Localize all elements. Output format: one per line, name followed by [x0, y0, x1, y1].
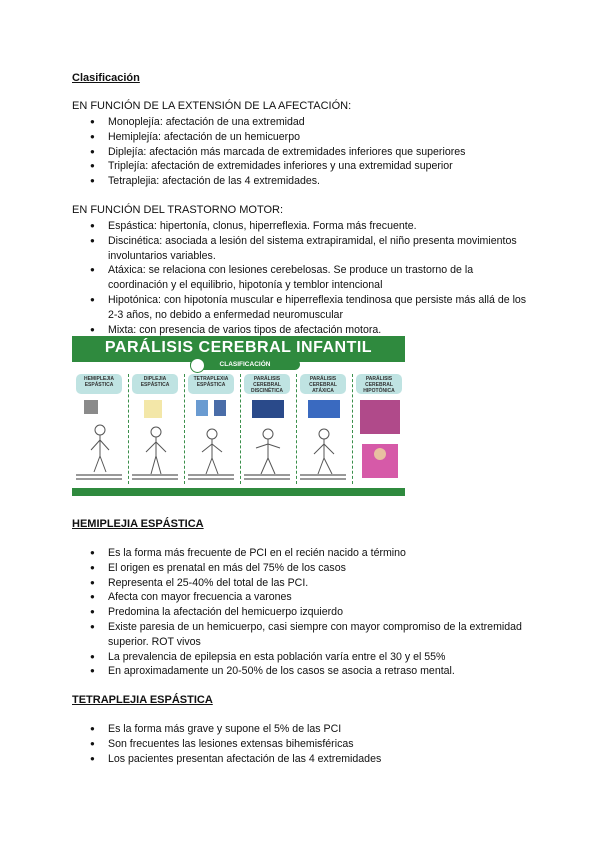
infographic-column-hipotonica — [354, 374, 405, 486]
infographic-column-tetraplejia — [186, 374, 238, 486]
child-photo-icon — [358, 398, 402, 482]
column-divider — [128, 374, 129, 484]
list-item: ● Predomina la afectación del hemicuerpo izquierdo — [72, 605, 532, 620]
column-divider — [240, 374, 241, 484]
text-placeholder — [300, 478, 346, 480]
child-figure-icon — [82, 398, 118, 482]
list-item: ● Es la forma más frecuente de PCI en el recién nacido a término — [72, 546, 532, 561]
text-placeholder — [300, 474, 346, 476]
text-placeholder — [132, 474, 178, 476]
infographic-footer-bar — [72, 488, 405, 496]
list-item: ● Triplejía: afectación de extremidades inferiores y una extremidad superior — [72, 159, 532, 174]
list-item: ● Son frecuentes las lesiones extensas bihemisféricas — [72, 737, 532, 752]
column-header: TETRAPLEXIA ESPÁSTICA — [188, 374, 234, 394]
text-placeholder — [188, 474, 234, 476]
section-heading-clasificacion: Clasificación — [72, 72, 140, 84]
list-item: ● Los pacientes presentan afectación de las 4 extremidades — [72, 752, 532, 767]
infographic-badge — [190, 358, 205, 373]
text-placeholder — [76, 474, 122, 476]
text-placeholder — [188, 478, 234, 480]
infographic-column-diplejia — [130, 374, 182, 486]
column-divider — [184, 374, 185, 484]
column-header: PARÁLISIS CEREBRAL HIPOTÓNICA — [356, 374, 402, 394]
child-figure-icon — [194, 398, 230, 482]
text-placeholder — [76, 478, 122, 480]
list-item: ● Diplejía: afectación más marcada de extremidades inferiores que superiores — [72, 145, 532, 160]
list-item: ● Representa el 25-40% del total de las PCI. — [72, 576, 532, 591]
infographic-column-ataxica — [298, 374, 350, 486]
list-item: ● Existe paresia de un hemicuerpo, casi siempre con mayor compromiso de la extremidad superior. ROT vivos — [72, 620, 532, 650]
section-heading-tetraplejia: TETRAPLEJIA ESPÁSTICA — [72, 694, 213, 706]
extension-heading: EN FUNCIÓN DE LA EXTENSIÓN DE LA AFECTACIÓN: — [72, 100, 352, 112]
infographic-image — [72, 336, 405, 496]
hemiplejia-list — [72, 546, 532, 679]
column-divider — [296, 374, 297, 484]
list-item: ● Hemiplejía: afectación de un hemicuerpo — [72, 130, 532, 145]
list-item: ● El origen es prenatal en más del 75% de los casos — [72, 561, 532, 576]
child-figure-icon — [138, 398, 174, 482]
tetraplejia-list — [72, 722, 532, 766]
list-item: ● Tetraplejia: afectación de las 4 extremidades. — [72, 174, 532, 189]
child-figure-icon — [250, 398, 286, 482]
motor-list — [72, 219, 532, 337]
list-item: ● Hipotónica: con hipotonía muscular e hiperreflexia tendinosa que persiste más allá de los 2-3 años, no debido a enfermedad neuromuscular — [72, 293, 532, 323]
motor-heading: EN FUNCIÓN DEL TRASTORNO MOTOR: — [72, 204, 284, 216]
list-item: ● En aproximadamente un 20-50% de los casos se asocia a retraso mental. — [72, 664, 532, 679]
text-placeholder — [244, 474, 290, 476]
column-header: PARÁLISIS CEREBRAL ATÁXICA — [300, 374, 346, 394]
list-item: ● Discinética: asociada a lesión del sistema extrapiramidal, el niño presenta movimientos involuntarios variables. — [72, 234, 532, 264]
infographic-column-hemiplejia — [74, 374, 126, 486]
list-item: ● Atáxica: se relaciona con lesiones cerebelosas. Se produce un trastorno de la coordinación y el equilibrio, hipotonía y temblor intencional — [72, 263, 532, 293]
list-item: ● Es la forma más grave y supone el 5% de las PCI — [72, 722, 532, 737]
text-placeholder — [132, 478, 178, 480]
column-header: HEMIPLEJIA ESPÁSTICA — [76, 374, 122, 394]
column-divider — [352, 374, 353, 484]
list-item: ● Espástica: hipertonía, clonus, hiperreflexia. Forma más frecuente. — [72, 219, 532, 234]
list-item: ● Monoplejía: afectación de una extremidad — [72, 115, 532, 130]
text-placeholder — [244, 478, 290, 480]
list-item: ● Afecta con mayor frecuencia a varones — [72, 590, 532, 605]
list-item: ● La prevalencia de epilepsia en esta población varía entre el 30 y el 55% — [72, 650, 532, 665]
child-figure-icon — [306, 398, 342, 482]
section-heading-hemiplejia: HEMIPLEJIA ESPÁSTICA — [72, 518, 204, 530]
column-header: PARÁLISIS CEREBRAL DISCINÉTICA — [244, 374, 290, 394]
extension-list — [72, 115, 532, 189]
infographic-subtitle: CLASIFICACIÓN — [190, 359, 300, 370]
infographic-column-discinetica — [242, 374, 294, 486]
infographic-title: PARÁLISIS CEREBRAL INFANTIL — [104, 339, 373, 356]
list-item: ● Mixta: con presencia de varios tipos de afectación motora. — [72, 323, 532, 338]
column-header: DIPLEJIA ESPÁSTICA — [132, 374, 178, 394]
